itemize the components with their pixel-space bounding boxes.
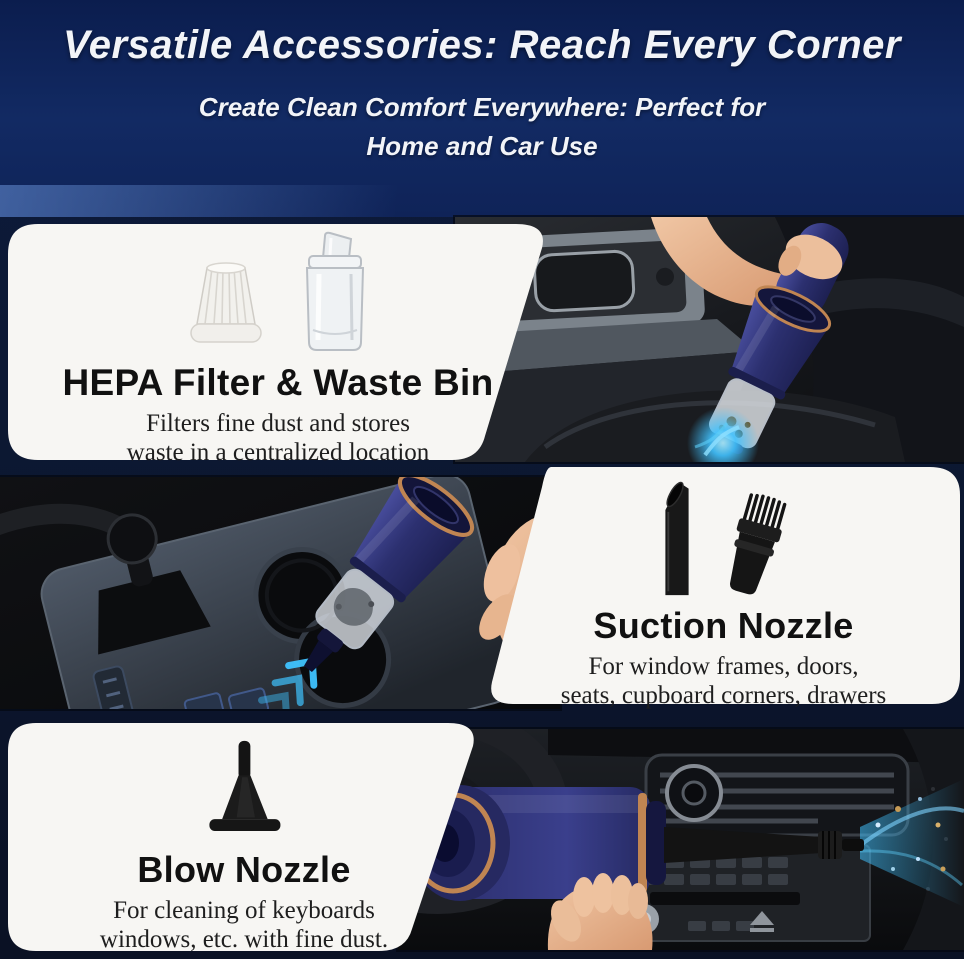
card-hepa-filter-waste-bin [8, 224, 548, 466]
poster-title: Versatile Accessories: Reach Every Corner [63, 23, 901, 67]
crevice-nozzle-icon [653, 479, 701, 597]
card-blow-nozzle [8, 723, 480, 951]
section-title: HEPA Filter & Waste Bin [62, 362, 494, 403]
console-scene-graphic [0, 477, 560, 709]
poster-subtitle-line2: Home and Car Use [366, 131, 598, 161]
accessory-icons [198, 737, 290, 841]
waste-bin-icon [291, 230, 375, 354]
hepa-filter-icon [181, 258, 271, 354]
brush-nozzle-icon [721, 493, 795, 597]
accessory-icons [653, 479, 795, 597]
section-description: Filters fine dust and stores waste in a centralized location [126, 410, 430, 466]
card-suction-nozzle [487, 467, 960, 709]
poster-subtitle-line1: Create Clean Comfort Everywhere: Perfect for [198, 92, 766, 122]
header [0, 0, 964, 217]
photo-blower-dashboard-vent [398, 729, 964, 950]
section-description: For cleaning of keyboards windows, etc. with fine dust. [99, 897, 389, 953]
photo-vacuum-cup-holder-console [0, 477, 560, 709]
dashboard-scene-graphic [398, 729, 964, 950]
accessory-icons [181, 232, 375, 354]
blow-nozzle-icon [198, 739, 290, 841]
section-description: For window frames, doors, seats, cupboard corners, drawers [560, 653, 887, 709]
section-title: Suction Nozzle [593, 605, 854, 646]
section-title: Blow Nozzle [137, 849, 351, 890]
